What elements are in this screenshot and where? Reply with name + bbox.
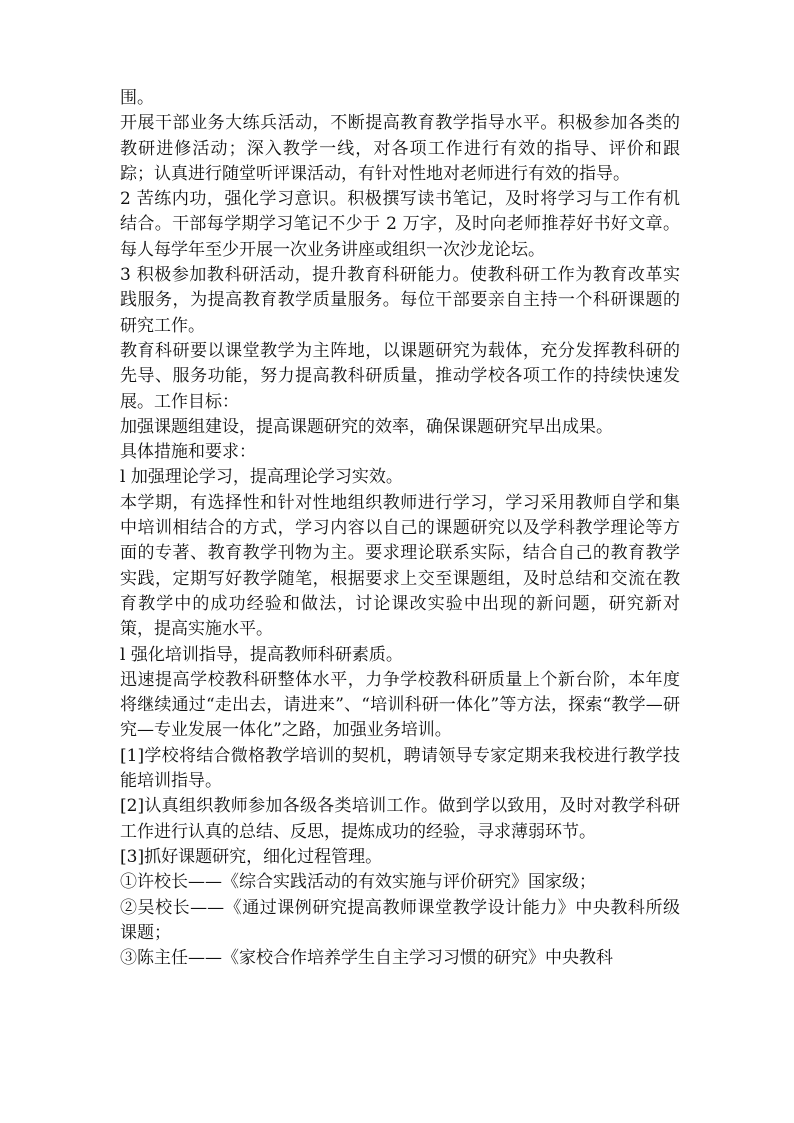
paragraph: 围。 xyxy=(120,88,154,108)
list-item: [1]学校将结合微格教学培训的契机，聘请领导专家定期来我校进行教学技能培训指导。 xyxy=(120,745,680,792)
list-item: ①许校长——《综合实践活动的有效实施与评价研究》国家级； xyxy=(120,872,596,893)
section-heading: l 加强理论学习，提高理论学习实效。 xyxy=(120,467,403,488)
list-item: ②吴校长——《通过课例研究提高教师课堂教学设计能力》中央教科所级课题； xyxy=(120,897,680,943)
paragraph: 具体措施和要求： xyxy=(120,442,256,463)
paragraph: 3 积极参加教科研活动，提升教育科研能力。使教科研工作为教育改革实践服务，为提高教育教学质量服务。每位干部要亲自主持一个科研课题的研究工作。 xyxy=(120,265,680,336)
list-item: [3]抓好课题研究，细化过程管理。 xyxy=(120,846,383,867)
list-item: [2]认真组织教师参加各级各类培训工作。做到学以致用，及时对教学科研工作进行认真的总结、反思，提炼成功的经验，寻求薄弱环节。 xyxy=(120,796,680,842)
document-body xyxy=(120,86,680,971)
list-item: ③陈主任——《家校合作培养学生自主学习习惯的研究》中央教科 xyxy=(120,948,613,969)
paragraph: 加强课题组建设，提高课题研究的效率，确保课题研究早出成果。 xyxy=(120,416,613,437)
section-heading: l 强化培训指导，提高教师科研素质。 xyxy=(120,644,403,665)
paragraph: 开展干部业务大练兵活动，不断提高教育教学指导水平。积极参加各类的教研进修活动；深入教学一线，对各项工作进行有效的指导、评价和跟踪；认真进行随堂听评课活动，有针对性地对老师进行有效的指导。 xyxy=(120,113,680,184)
paragraph: 2 苦练内功，强化学习意识。积极撰写读书笔记，及时将学习与工作有机结合。干部每学期学习笔记不少于 2 万字，及时向老师推荐好书好文章。每人每学年至少开展一次业务讲座或组织一次沙龙论坛。 xyxy=(120,189,680,260)
paragraph: 本学期，有选择性和针对性地组织教师进行学习，学习采用教师自学和集中培训相结合的方式，学习内容以自己的课题研究以及学科教学理论等方面的专著、教育教学刊物为主。要求理论联系实际，结合自己的教育教学实践，定期写好教学随笔，根据要求上交至课题组，及时总结和交流在教育教学中的成功经验和做法，讨论课改实验中出现的新问题，研究新对策，提高实施水平。 xyxy=(120,492,680,640)
paragraph: 教育科研要以课堂教学为主阵地，以课题研究为载体，充分发挥教科研的先导、服务功能，努力提高教科研质量，推动学校各项工作的持续快速发展。工作目标： xyxy=(120,340,680,412)
paragraph: 迅速提高学校教科研整体水平，力争学校教科研质量上个新台阶，本年度将继续通过“走出去，请进来”、“培训科研一体化”等方法，探索“教学—研究—专业发展一体化”之路，加强业务培训。 xyxy=(120,669,680,741)
